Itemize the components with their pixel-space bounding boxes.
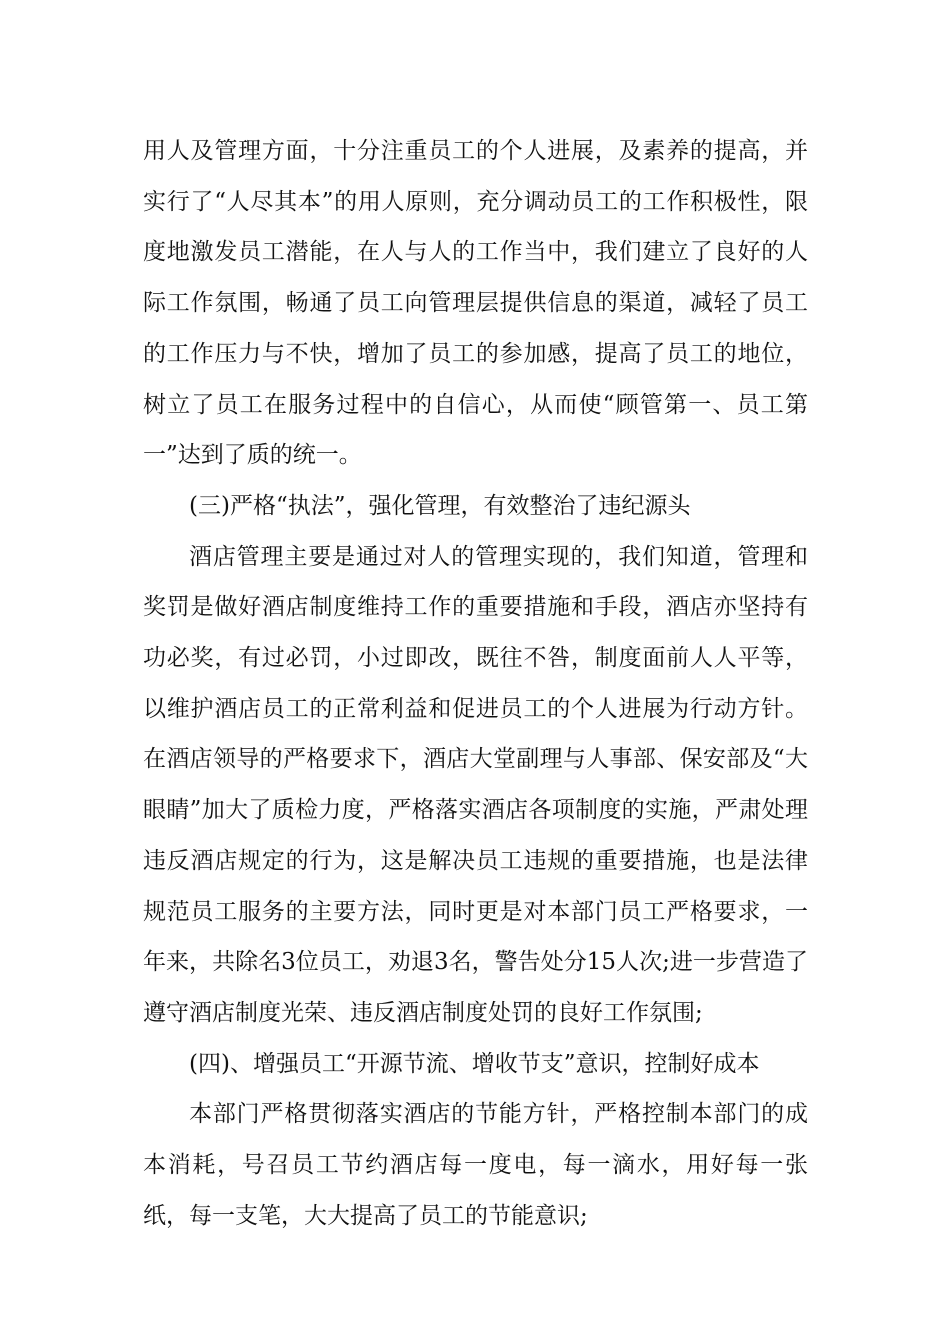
paragraph-cost-control: 本部门严格贯彻落实酒店的节能方针，严格控制本部门的成本消耗，号召员工节约酒店每一度电，每一滴水，用好每一张纸，每一支笔，大大提高了员工的节能意识; <box>143 1101 808 1229</box>
document-body <box>143 126 808 1241</box>
section-heading-four: (四)、增强员工“开源节流、增收节支”意识，控制好成本 <box>189 1050 760 1077</box>
section-heading-three: (三)严格“执法”，强化管理，有效整治了违纪源头 <box>189 492 691 519</box>
paragraph-staff-management: 用人及管理方面，十分注重员工的个人进展，及素养的提高，并实行了“人尽其本”的用人原则，充分调动员工的工作积极性，限度地激发员工潜能，在人与人的工作当中，我们建立了良好的人际工作氛围，畅通了员工向管理层提供信息的渠道，减轻了员工的工作压力与不快，增加了员工的参加感，提高了员工的地位，树立了员工在服务过程中的自信心，从而使“顾管第一、员工第一”达到了质的统一。 <box>143 138 808 469</box>
paragraph-discipline: 酒店管理主要是通过对人的管理实现的，我们知道，管理和奖罚是做好酒店制度维持工作的重要措施和手段，酒店亦坚持有功必奖，有过必罚，小过即改，既往不咎，制度面前人人平等，以维护酒店员工的正常利益和促进员工的个人进展为行动方针。在酒店领导的严格要求下，酒店大堂副理与人事部、保安部及“大眼睛”加大了质检力度，严格落实酒店各项制度的实施，严肃处理违反酒店规定的行为，这是解决员工违规的重要措施，也是法律规范员工服务的主要方法，同时更是对本部门员工严格要求，一年来，共除名3位员工，劝退3名，警告处分15人次;进一步营造了遵守酒店制度光荣、违反酒店制度处罚的良好工作氛围; <box>143 543 808 1026</box>
